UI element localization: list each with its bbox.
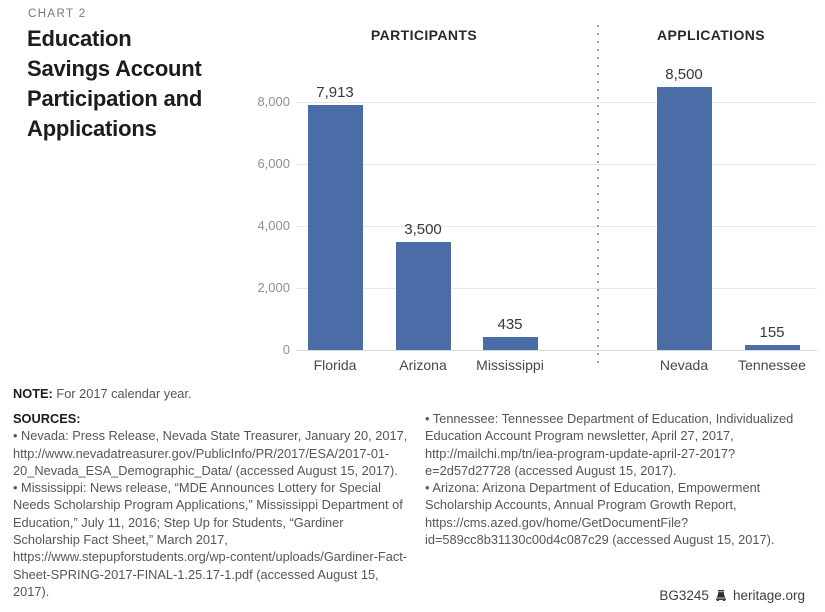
footer-site: heritage.org <box>732 588 805 603</box>
bar-value-label: 435 <box>497 315 523 333</box>
footer <box>659 588 805 603</box>
section-header-applications: APPLICATIONS <box>657 27 765 43</box>
y-axis-tick-label: 0 <box>282 342 290 357</box>
gridline <box>296 350 817 351</box>
section-header-participants: PARTICIPANTS <box>370 27 478 43</box>
gridline <box>296 288 817 289</box>
page-title-line: Participation and <box>27 86 203 111</box>
gridline <box>296 102 817 103</box>
bar-value-label: 3,500 <box>404 220 442 238</box>
y-axis-tick-label: 2,000 <box>257 280 290 295</box>
sources-column-right <box>425 410 817 548</box>
bar-florida <box>308 105 363 350</box>
page-title-line: Education <box>27 26 132 51</box>
bar-value-label: 7,913 <box>316 83 354 101</box>
page-title-line: Applications <box>27 116 157 141</box>
footer-doc-id: BG3245 <box>659 588 709 603</box>
gridline <box>296 164 817 165</box>
y-axis-tick-label: 4,000 <box>257 218 290 233</box>
category-label: Florida <box>313 357 357 373</box>
category-label: Mississippi <box>476 357 544 373</box>
section-divider-dotted-line <box>597 25 599 367</box>
category-label: Nevada <box>659 357 709 373</box>
bar-arizona <box>396 242 451 351</box>
bar-value-label: 8,500 <box>665 65 703 83</box>
category-label: Arizona <box>399 357 447 373</box>
source-item: • Arizona: Arizona Department of Education, Empowerment Scholarship Accounts, Annual Program Growth Report, https://cms.azed.gov/home/GetDocumentFile?id=589cc8b31130c00d4c087c29 (accessed August 15, 2017). <box>425 480 775 548</box>
category-label: Tennessee <box>738 357 806 373</box>
y-axis-tick-label: 8,000 <box>257 94 290 109</box>
sources-column-left <box>13 410 409 600</box>
source-item: • Tennessee: Tennessee Department of Education, Individualized Education Account Program newsletter, April 27, 2017, http://mailchi.mp/tn/iea-program-update-april-27-2017?e=2d57d27728 (accessed August 15, 2017). <box>425 411 794 478</box>
gridline <box>296 226 817 227</box>
y-axis-tick-label: 6,000 <box>257 156 290 171</box>
heritage-bell-icon <box>714 589 728 603</box>
bar-tennessee <box>745 345 800 350</box>
sources-heading: SOURCES: <box>13 411 81 426</box>
source-item: • Nevada: Press Release, Nevada State Treasurer, January 20, 2017, http://www.nevadatreasurer.gov/PublicInfo/PR/2017/ESA/2017-01-20_Nevada_ESA_Demographic_Data/ (accessed August 15, 2017). <box>13 428 408 478</box>
bar-nevada <box>657 87 712 351</box>
note-label: NOTE: <box>13 386 53 401</box>
source-item: • Mississippi: News release, “MDE Announces Lottery for Special Needs Scholarship Program Applications,” Mississippi Department of Education,” July 11, 2016; Step Up for Students, “Gardiner Scholarship Fact Sheet,” March 2017, https://www.stepupforstudents.org/wp-content/uploads/Gardiner-Fact-Sheet-SPRING-2017-FINAL-1.25.17-1.pdf (accessed August 15, 2017). <box>13 480 408 599</box>
page-title-line: Savings Account <box>27 56 202 81</box>
note <box>13 386 192 401</box>
bar-value-label: 155 <box>759 324 785 342</box>
chart-kicker: CHART 2 <box>28 8 87 20</box>
note-text: For 2017 calendar year. <box>56 386 192 401</box>
page-title <box>27 24 202 144</box>
bar-mississippi <box>483 337 538 351</box>
